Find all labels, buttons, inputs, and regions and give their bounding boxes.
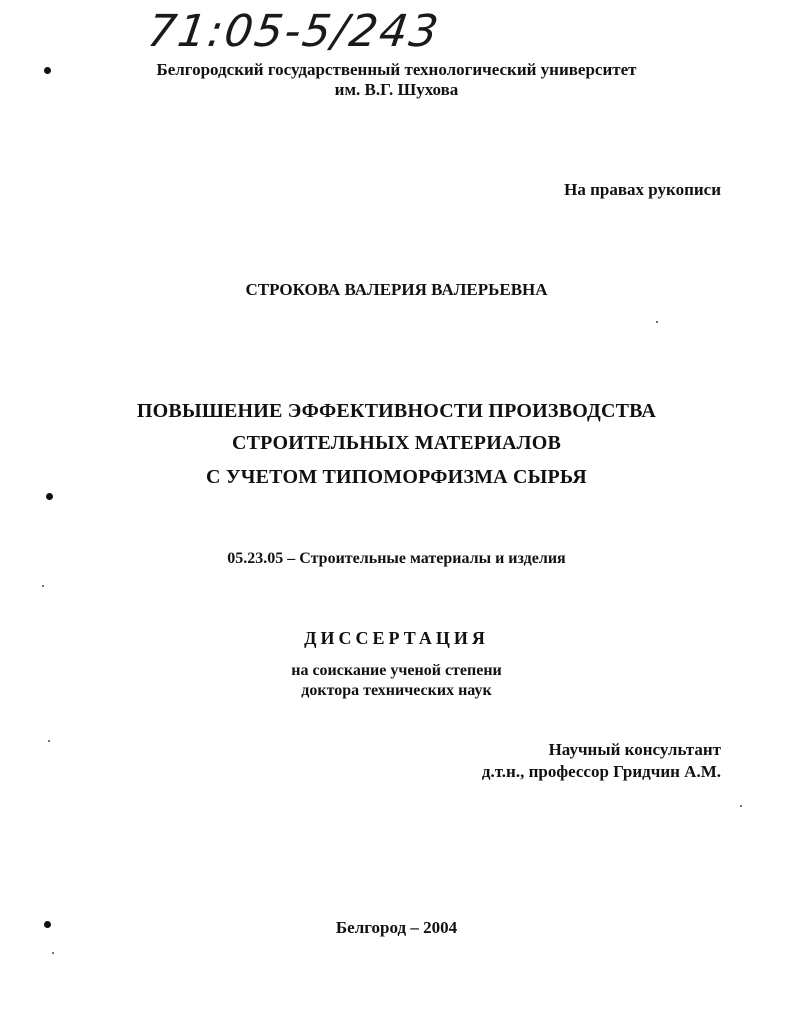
scan-speck — [42, 585, 44, 587]
punch-hole-mark-middle — [46, 493, 53, 500]
degree-purpose-line: на соискание ученой степени — [291, 662, 502, 679]
specialty-code: 05.23.05 – Строительные материалы и изделия — [227, 550, 566, 567]
manuscript-rights-note: На правах рукописи — [564, 180, 721, 199]
dissertation-title-line: С УЧЕТОМ ТИПОМОРФИЗМА СЫРЬЯ — [206, 466, 587, 488]
archive-code-handwritten: 71:05-5/243 — [144, 6, 444, 57]
scan-speck — [740, 805, 742, 807]
city-and-year: Белгород – 2004 — [335, 918, 458, 937]
scan-speck — [656, 321, 658, 323]
scan-speck — [52, 952, 54, 954]
document-type-heading: ДИССЕРТАЦИЯ — [304, 628, 489, 648]
scan-speck — [48, 740, 50, 742]
degree-purpose-line: доктора технических наук — [301, 682, 492, 699]
scientific-advisor-name: д.т.н., профессор Гридчин А.М. — [481, 762, 721, 781]
university-name: Белгородский государственный технологический университет — [156, 60, 637, 79]
scientific-advisor-label: Научный консультант — [548, 740, 721, 759]
university-name-honorific: им. В.Г. Шухова — [334, 80, 459, 99]
author-name: СТРОКОВА ВАЛЕРИЯ ВАЛЕРЬЕВНА — [245, 280, 548, 299]
dissertation-title-line: СТРОИТЕЛЬНЫХ МАТЕРИАЛОВ — [231, 432, 562, 454]
dissertation-title-line: ПОВЫШЕНИЕ ЭФФЕКТИВНОСТИ ПРОИЗВОДСТВА — [136, 400, 657, 422]
